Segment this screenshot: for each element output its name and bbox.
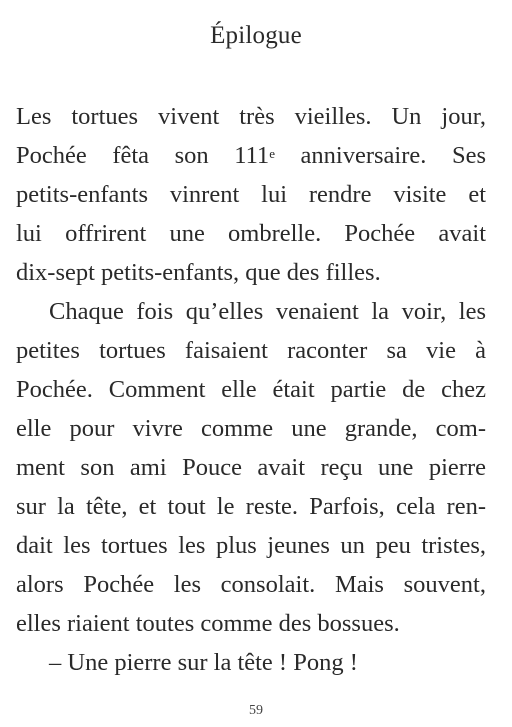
paragraph-1 [16,97,486,292]
text-segment: Pochée fêta son 111 [16,142,270,169]
text-line: Les tortues vivent très vieilles. Un jour, [16,103,486,130]
dialogue-line: – Une pierre sur la tête ! Pong ! [49,649,358,676]
text-line: dait les tortues les plus jeunes un peu tristes, [16,532,486,559]
text-line: Pochée. Comment elle était partie de chez [16,376,486,403]
text-line: elle pour vivre comme une grande, com- [16,415,486,442]
body-text [16,97,486,682]
text-line [16,136,486,175]
chapter-title: Épilogue [210,22,302,49]
text-line: dix-sept petits-enfants, que des filles. [16,259,381,286]
text-line: lui offrirent une ombrelle. Pochée avait [16,220,486,247]
text-line: petites tortues faisaient raconter sa vie à [16,337,486,364]
text-line: ment son ami Pouce avait reçu une pierre [16,454,486,481]
paragraph-2 [16,292,486,643]
superscript-ordinal: e [269,146,275,161]
text-line: petits-enfants vinrent lui rendre visite et [16,181,486,208]
text-segment: anniversaire. Ses [274,142,487,169]
page-number: 59 [249,703,263,718]
text-line: Chaque fois qu’elles venaient la voir, les [49,298,486,325]
text-line: alors Pochée les consolait. Mais souvent, [16,571,486,598]
text-line: elles riaient toutes comme des bossues. [16,610,400,637]
text-line: sur la tête, et tout le reste. Parfois, cela ren- [16,493,486,520]
